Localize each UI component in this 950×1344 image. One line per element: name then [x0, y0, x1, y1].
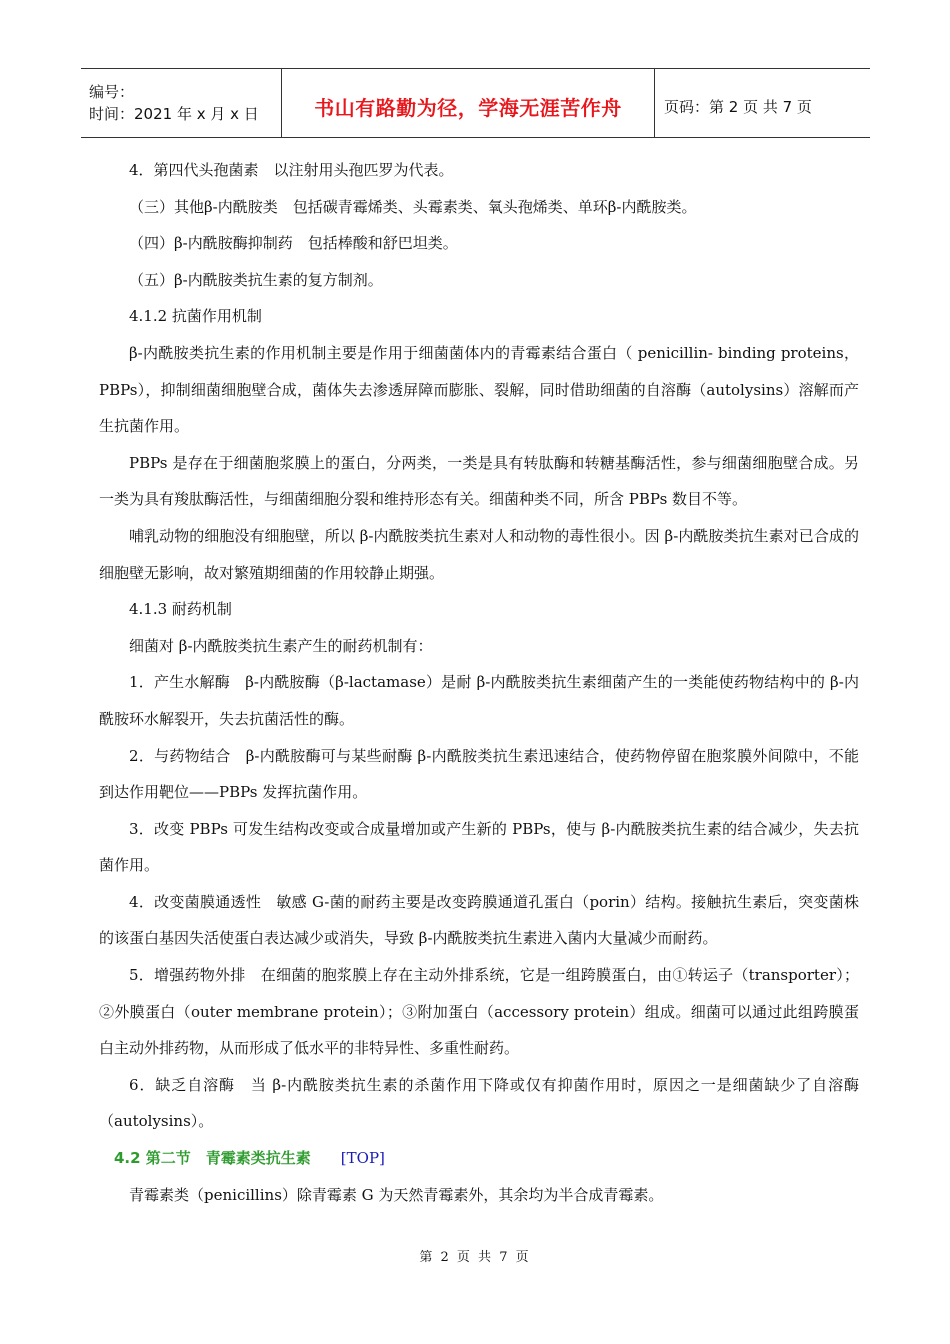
paragraph: 4．第四代头孢菌素 以注射用头孢匹罗为代表。	[129, 161, 454, 179]
paragraph: 3．改变 PBPs 可发生结构改变或合成量增加或产生新的 PBPs，使与 β-内酰胺类抗生素的结合减少，失去抗菌作用。	[99, 819, 859, 875]
paragraph: 5．增强药物外排 在细菌的胞浆膜上存在主动外排系统，它是一组跨膜蛋白，由①转运子（transporter）；②外膜蛋白（outer membrane protein）；③附加蛋白（accessory protein）组成。细菌可以通过此组跨膜蛋白主动外排药物，从而形成了低水平的非特异性、多重性耐药。	[99, 966, 859, 1058]
paragraph: 4．改变菌膜通透性 敏感 G-菌的耐药主要是改变跨膜通道孔蛋白（porin）结构。接触抗生素后，突变菌株的该蛋白基因失活使蛋白表达减少或消失，导致 β-内酰胺类抗生素进入菌内大量减少而耐药。	[99, 892, 859, 948]
page-header	[81, 68, 870, 138]
header-motto-cell	[282, 69, 655, 137]
section-heading-text: 4.2 第二节 青霉素类抗生素	[114, 1149, 311, 1168]
top-link[interactable]: [TOP]	[340, 1149, 385, 1168]
subsection-title: 4.1.2 抗菌作用机制	[129, 307, 262, 326]
header-page-info: 页码：第 2 页 共 7 页	[664, 97, 812, 116]
paragraph: （三）其他β-内酰胺类 包括碳青霉烯类、头霉素类、氧头孢烯类、单环β-内酰胺类。	[129, 197, 697, 216]
paragraph: 6．缺乏自溶酶 当 β-内酰胺类抗生素的杀菌作用下降或仅有抑菌作用时，原因之一是细菌缺少了自溶酶（autolysins）。	[99, 1075, 859, 1131]
header-code-label: 编号：	[89, 83, 135, 101]
paragraph: 青霉素类（penicillins）除青霉素 G 为天然青霉素外，其余均为半合成青霉素。	[129, 1185, 664, 1204]
subsection-title: 4.1.3 耐药机制	[129, 600, 232, 619]
header-motto: 书山有路勤为径，学海无涯苦作舟	[314, 95, 622, 120]
paragraph: （五）β-内酰胺类抗生素的复方制剂。	[129, 270, 383, 289]
page-footer: 第 2 页 共 7 页	[419, 1250, 531, 1265]
paragraph: PBPs 是存在于细菌胞浆膜上的蛋白，分两类，一类是具有转肽酶和转糖基酶活性，参与细菌细胞壁合成。另一类为具有羧肽酶活性，与细菌细胞分裂和维持形态有关。细菌种类不同，所含 PBPs 数目不等。	[99, 453, 859, 509]
paragraph: （四）β-内酰胺酶抑制药 包括棒酸和舒巴坦类。	[129, 234, 458, 253]
header-page-info-cell	[655, 69, 870, 137]
section-heading	[99, 1140, 859, 1177]
header-date: 时间：2021 年 x 月 x 日	[89, 105, 259, 123]
paragraph: 哺乳动物的细胞没有细胞壁，所以 β-内酰胺类抗生素对人和动物的毒性很小。因 β-内酰胺类抗生素对已合成的细胞壁无影响，故对繁殖期细菌的作用较静止期强。	[99, 526, 859, 582]
paragraph: 1．产生水解酶 β-内酰胺酶（β-lactamase）是耐 β-内酰胺类抗生素细菌产生的一类能使药物结构中的 β-内酰胺环水解裂开，失去抗菌活性的酶。	[99, 673, 859, 728]
paragraph: 2．与药物结合 β-内酰胺酶可与某些耐酶 β-内酰胺类抗生素迅速结合，使药物停留在胞浆膜外间隙中，不能到达作用靶位——PBPs 发挥抗菌作用。	[99, 746, 859, 802]
paragraph: β-内酰胺类抗生素的作用机制主要是作用于细菌菌体内的青霉素结合蛋白（ penicillin- binding proteins，PBPs），抑制细菌细胞壁合成，菌体失去渗透屏障而膨胀、裂解，同时借助细菌的自溶酶（autolysins）溶解而产生抗菌作用。	[99, 343, 859, 436]
document-body	[99, 152, 859, 1213]
header-meta	[81, 69, 282, 137]
paragraph: 细菌对 β-内酰胺类抗生素产生的耐药机制有：	[129, 636, 433, 655]
